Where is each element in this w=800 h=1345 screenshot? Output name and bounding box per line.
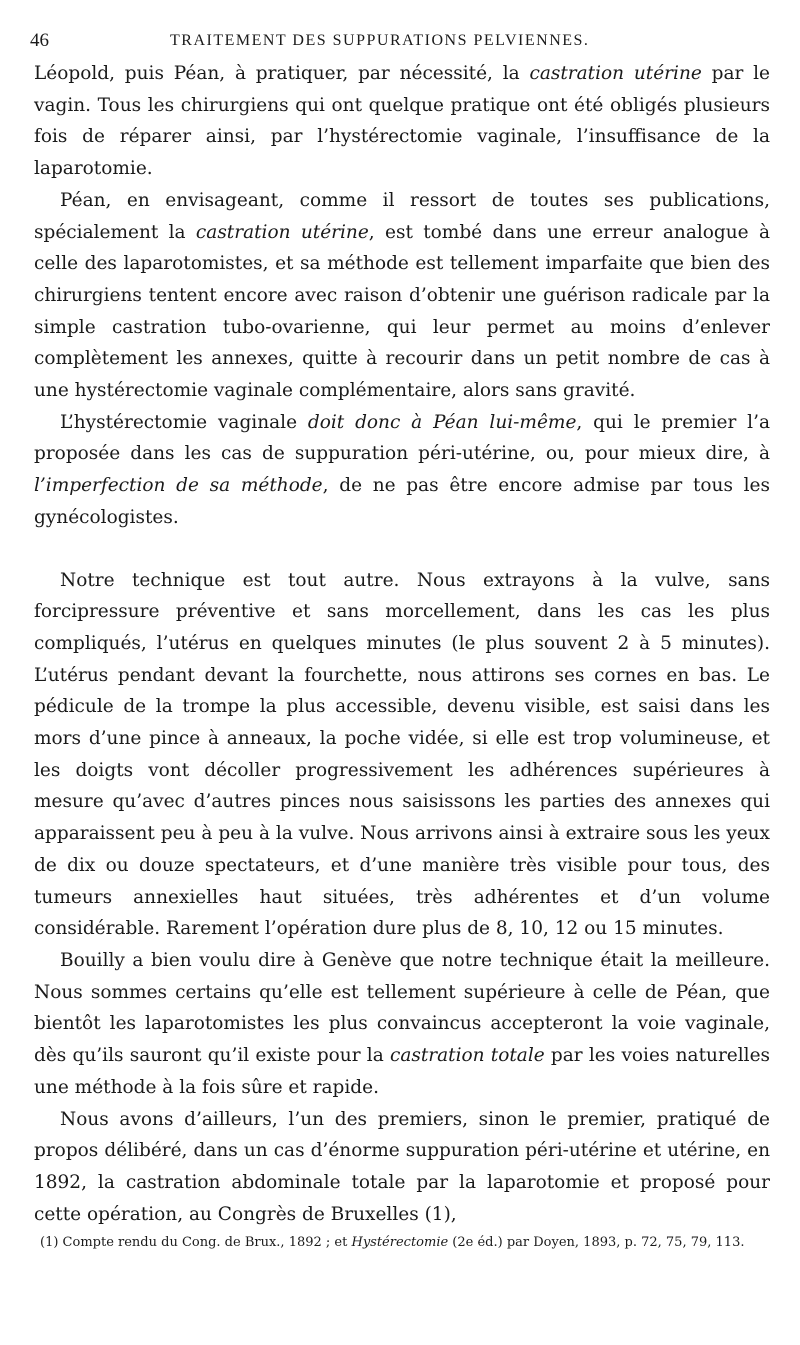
text-segment: par les voies naturelles une méthode à la fois sûre et rapide.: [34, 1045, 771, 1098]
paragraph: [34, 565, 770, 945]
text-segment: , est tombé dans une erreur analogue à celle des laparotomistes, et sa méthode est tellement imparfaite que bien des chirurgiens tentent encore avec raison d’obtenir une guérison radicale par la simple castration tubo-ovarienne, qui leur permet au moins d’enlever complètement les annexes, quitte à recourir dans un petit nombre de cas à une hystérectomie vaginale complémentaire, alors sans gravité.: [34, 221, 770, 402]
italic-segment: Hystérectomie: [351, 1235, 449, 1250]
running-title: TRAITEMENT DES SUPPURATIONS PELVIENNES.: [170, 32, 590, 49]
paragraph: [34, 945, 770, 1104]
italic-segment: doit donc à Péan lui-même: [307, 411, 577, 433]
paragraph-continuation: [34, 58, 770, 185]
italic-segment: castration utérine: [195, 221, 369, 243]
running-head: [30, 30, 770, 58]
paragraph: [34, 1104, 770, 1231]
text-segment: Léopold, puis Péan, à pratiquer, par nécessité, la: [34, 63, 530, 84]
text-segment: L’hystérectomie vaginale: [60, 411, 308, 433]
italic-segment: castration totale: [389, 1045, 545, 1067]
text-segment: , de ne pas être encore admise par tous les gynécologistes.: [34, 475, 770, 528]
text-segment: Nous avons d’ailleurs, l’un des premiers, sinon le premier, pratiqué de propos délibéré, dans un cas d’énorme suppuration péri-utérine et utérine, en 1892, la castration abdominale totale par la laparotomie et proposé pour cette opération, au Congrès de Bruxelles (1),: [34, 1108, 770, 1225]
italic-segment: castration utérine: [529, 63, 702, 84]
book-page: [30, 30, 771, 1230]
footnote: [40, 1232, 768, 1254]
body-text: [34, 58, 770, 1230]
text-segment: (1) Compte rendu du Cong. de Brux., 1892 ; et: [40, 1235, 352, 1250]
text-segment: Bouilly a bien voulu dire à Genève que notre technique était la meilleure. Nous sommes certains qu’elle est tellement supérieure à celle de Péan, que bientôt les laparotomistes les plus convaincus accepteront la voie vaginale, dès qu’ils sauront qu’il existe pour la: [34, 949, 770, 1067]
paragraph: [34, 185, 770, 407]
paragraph: [34, 407, 770, 534]
text-segment: Péan, en envisageant, comme il ressort de toutes ses publications, spécialement la: [34, 189, 770, 243]
italic-segment: l’imperfection de sa méthode: [34, 475, 323, 497]
text-segment: par le vagin. Tous les chirurgiens qui ont quelque pratique ont été obligés plusieurs fois de réparer ainsi, par l’hystérectomie vaginale, l’insuffisance de la laparotomie.: [34, 63, 771, 180]
text-segment: (2e éd.) par Doyen, 1893, p. 72, 75, 79, 113.: [448, 1235, 745, 1250]
text-segment: , qui le premier l’a proposée dans les cas de suppuration péri-utérine, ou, pour mieux dire, à: [34, 411, 770, 465]
text-segment: Notre technique est tout autre. Nous extrayons à la vulve, sans forcipressure préventive et sans morcellement, dans les cas les plus compliqués, l’utérus en quelques minutes (le plus souvent 2 à 5 minutes). L’utérus pendant devant la fourchette, nous attirons ses cornes en bas. Le pédicule de la trompe la plus accessible, devenu visible, est saisi dans les mors d’une pince à anneaux, la poche vidée, si elle est trop volumineuse, et les doigts vont décoller progressivement les adhérences supérieures à mesure qu’avec d’autres pinces nous saisissons les parties des annexes qui apparaissent peu à peu à la vulve. Nous arrivons ainsi à extraire sous les yeux de dix ou douze spectateurs, et d’une manière très visible pour tous, des tumeurs annexielles haut situées, très adhérentes et d’un volume considérable. Rarement l’opération dure plus de 8, 10, 12 ou 15 minutes.: [34, 569, 770, 940]
page-number: 46: [30, 30, 49, 51]
